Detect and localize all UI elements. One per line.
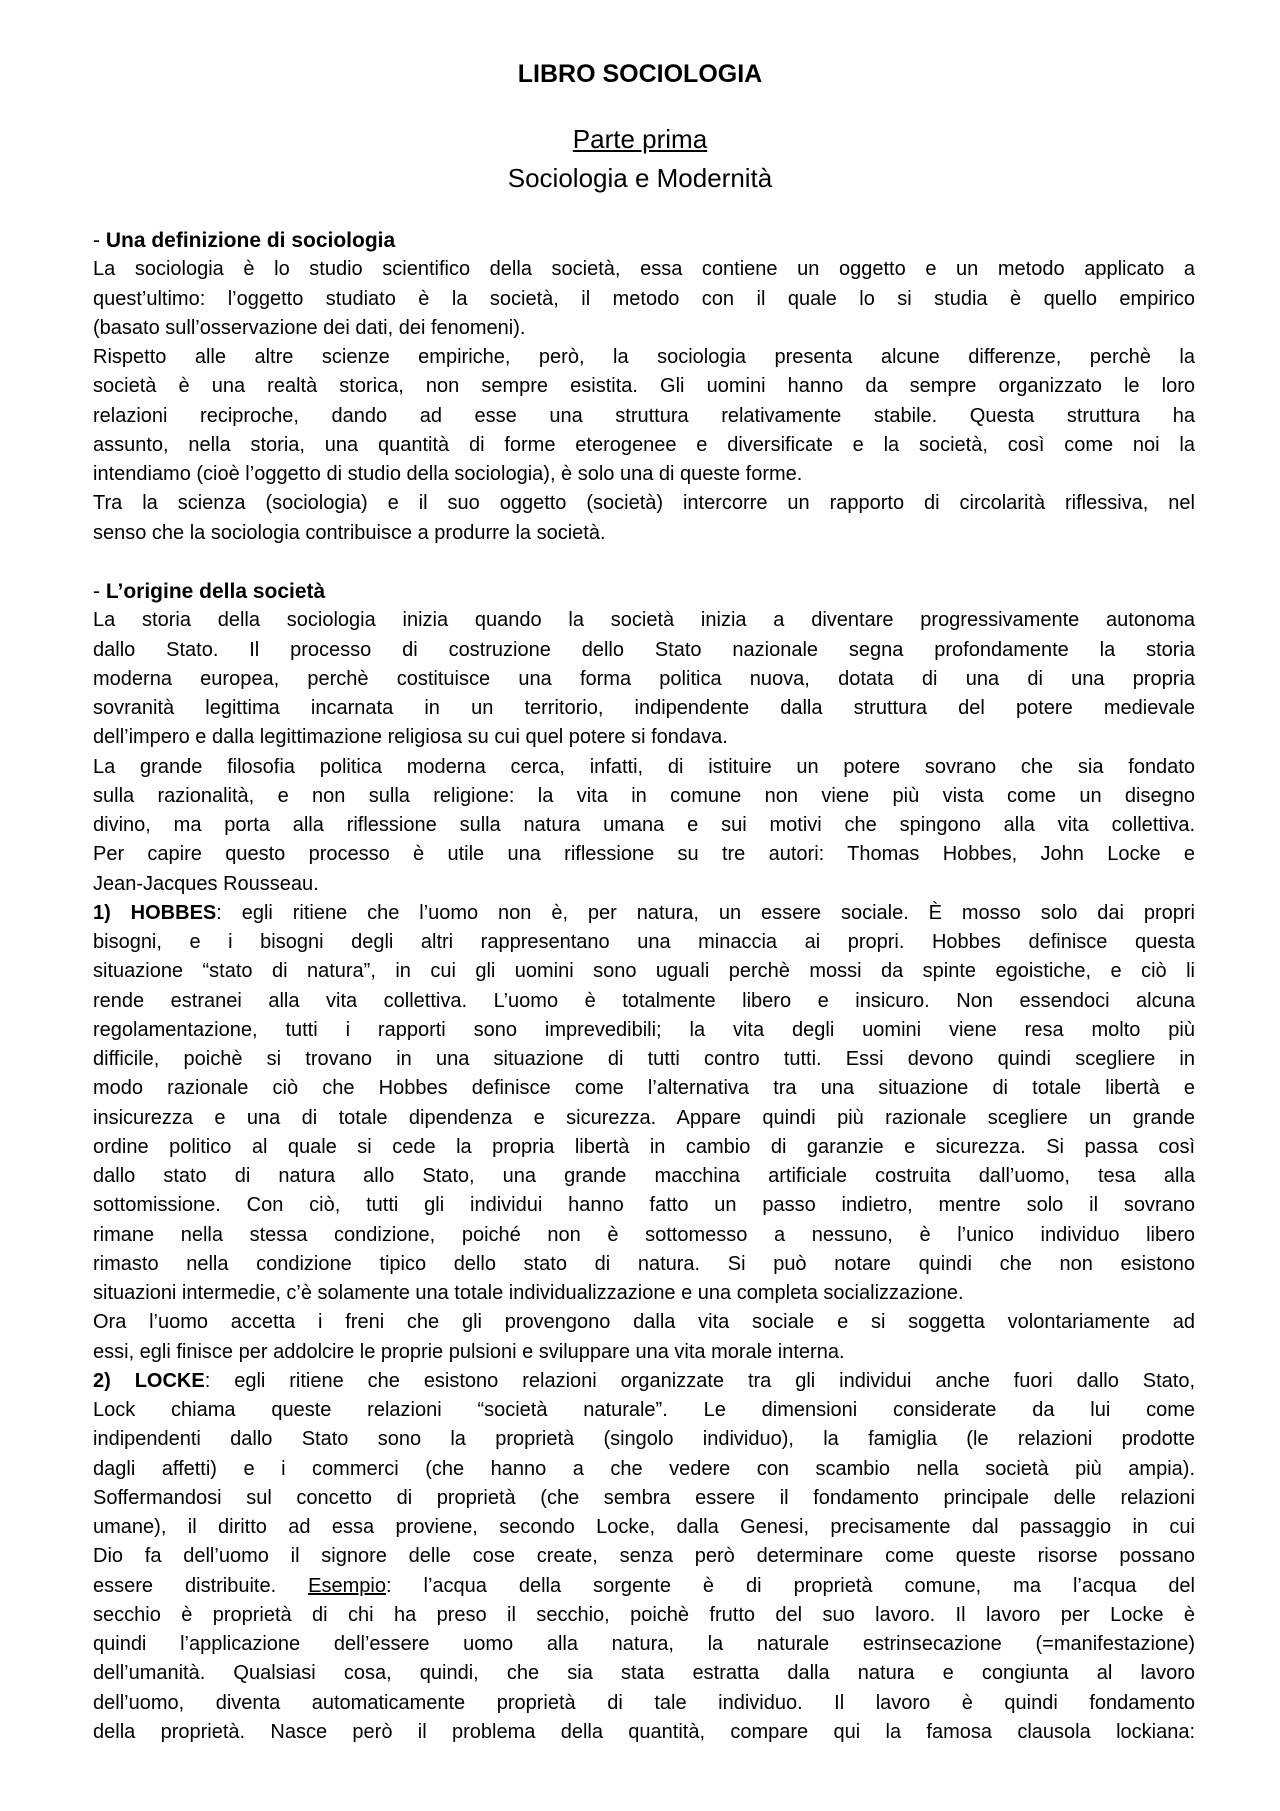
text-fragment: rimasto nella condizione tipico dello stato di natura. Si può notare quindi che non esistono <box>93 1252 1195 1275</box>
text-line <box>93 811 1195 840</box>
text-fragment: rende estranei alla vita collettiva. L’uomo è totalmente libero e insicuro. Non essendoci alcuna <box>93 989 1195 1012</box>
text-line <box>93 1308 1195 1337</box>
part-title: Parte prima <box>572 124 708 154</box>
text-fragment: situazione “stato di natura”, in cui gli uomini sono uguali perchè mossi da spinte egoistiche, e ciò li <box>93 960 1195 983</box>
text-fragment: bisogni, e i bisogni degli altri rappresentano una minaccia ai propri. Hobbes definisce questa <box>93 931 1195 953</box>
text-fragment: assunto, nella storia, una quantità di forme eterogenee e diversificate e la società, così come noi la <box>93 433 1195 456</box>
text-fragment: rimane nella stessa condizione, poiché non è sottomesso a nessuno, è l’unico individuo libero <box>93 1223 1195 1246</box>
text-line <box>93 1659 1195 1688</box>
text-line <box>93 314 1195 343</box>
text-line <box>93 1045 1195 1074</box>
text-line <box>93 899 1195 928</box>
text-line <box>93 1572 1195 1601</box>
document-body <box>93 226 1195 1747</box>
text-fragment: dallo stato di natura allo Stato, una grande macchina artificiale costruita dall’uomo, tesa alla <box>93 1165 1195 1187</box>
text-fragment: regolamentazione, tutti i rapporti sono imprevedibili; la vita degli uomini viene resa molto più <box>93 1018 1195 1041</box>
section-heading-text: L’origine della società <box>105 580 326 603</box>
text-fragment: relazioni reciproche, dando ad esse una struttura relativamente stabile. Questa struttura ha <box>93 404 1195 427</box>
text-fragment: senso che la sociologia contribuisce a produrre la società. <box>93 521 606 544</box>
author-label: 1) HOBBES <box>93 901 217 924</box>
text-line <box>93 431 1195 460</box>
text-line <box>93 753 1195 782</box>
text-fragment: Tra la scienza (sociologia) e il suo oggetto (società) intercorre un rapporto di circolarità riflessiva, nel <box>93 492 1195 515</box>
text-fragment: Soffermandosi sul concetto di proprietà (che sembra essere il fondamento principale delle relazioni <box>93 1486 1195 1509</box>
text-fragment: divino, ma porta alla riflessione sulla natura umana e sui motivi che spingono alla vita collettiva. <box>93 814 1195 836</box>
text-line <box>93 1542 1195 1571</box>
text-fragment: La storia della sociologia inizia quando la società inizia a diventare progressivamente autonoma <box>93 609 1195 632</box>
text-line <box>93 606 1195 635</box>
text-line <box>93 1162 1195 1191</box>
text-line <box>93 372 1195 401</box>
text-line <box>93 1338 1195 1367</box>
text-line <box>93 1016 1195 1045</box>
text-fragment: : egli ritiene che l’uomo non è, per natura, un essere sociale. È mosso solo dai propri <box>216 901 1196 924</box>
text-line <box>93 285 1195 314</box>
section-heading <box>93 577 1195 606</box>
text-fragment: dagli affetti) e i commerci (che hanno a che vedere con scambio nella società più ampia). <box>93 1457 1195 1480</box>
text-fragment: quindi l’applicazione dell’essere uomo alla natura, la naturale estrinsecazione (=manifestazione) <box>93 1633 1195 1655</box>
text-line <box>93 665 1195 694</box>
text-fragment: moderna europea, perchè costituisce una forma politica nuova, dotata di una di una propria <box>93 667 1195 690</box>
text-fragment: secchio è proprietà di chi ha preso il secchio, poichè frutto del suo lavoro. Il lavoro per Locke è <box>93 1603 1195 1626</box>
text-line <box>93 1396 1195 1425</box>
part-subtitle: Sociologia e Modernità <box>507 163 773 193</box>
text-line <box>93 1221 1195 1250</box>
text-line <box>93 1191 1195 1220</box>
text-fragment: essere distribuite. <box>93 1574 309 1597</box>
text-line <box>93 402 1195 431</box>
section-dash: - <box>93 580 106 603</box>
text-fragment: : egli ritiene che esistono relazioni organizzate tra gli individui anche fuori dallo Stato, <box>204 1369 1196 1392</box>
text-line <box>93 1513 1195 1542</box>
text-line <box>93 1718 1195 1747</box>
text-line <box>93 840 1195 869</box>
text-fragment: società è una realtà storica, non sempre esistita. Gli uomini hanno da sempre organizzato le loro <box>93 375 1195 398</box>
blank-line <box>93 548 1195 577</box>
text-fragment: Lock chiama queste relazioni “società naturale”. Le dimensioni considerate da lui come <box>93 1399 1195 1421</box>
example-label: Esempio <box>308 1574 386 1597</box>
text-fragment: sulla razionalità, e non sulla religione: la vita in comune non viene più vista come un disegno <box>93 784 1195 807</box>
text-line <box>93 1133 1195 1162</box>
text-line <box>93 987 1195 1016</box>
document-title: LIBRO SOCIOLOGIA <box>517 60 763 88</box>
text-fragment: intendiamo (cioè l’oggetto di studio della sociologia), è solo una di queste forme. <box>93 463 803 485</box>
text-line <box>93 1455 1195 1484</box>
text-line <box>93 1601 1195 1630</box>
text-fragment: Per capire questo processo è utile una riflessione su tre autori: Thomas Hobbes, John Locke e <box>93 843 1195 866</box>
text-fragment: La grande filosofia politica moderna cerca, infatti, di istituire un potere sovrano che sia fondato <box>93 755 1195 778</box>
text-line <box>93 1250 1195 1279</box>
text-line <box>93 694 1195 723</box>
text-fragment: Jean-Jacques Rousseau. <box>93 872 319 895</box>
text-line <box>93 1630 1195 1659</box>
text-fragment: dallo Stato. Il processo di costruzione dello Stato nazionale segna profondamente la storia <box>93 638 1195 661</box>
text-line <box>93 723 1195 752</box>
text-line <box>93 519 1195 548</box>
text-line <box>93 460 1195 489</box>
text-fragment: La sociologia è lo studio scientifico della società, essa contiene un oggetto e un metodo applicato a <box>93 258 1195 281</box>
text-line <box>93 1689 1195 1718</box>
text-line <box>93 1104 1195 1133</box>
text-fragment: Ora l’uomo accetta i freni che gli provengono dalla vita sociale e si soggetta volontariamente ad <box>93 1311 1195 1334</box>
text-line <box>93 636 1195 665</box>
text-fragment: ordine politico al quale si cede la propria libertà in cambio di garanzie e sicurezza. Si passa così <box>93 1135 1195 1158</box>
text-fragment: (basato sull’osservazione dei dati, dei fenomeni). <box>93 316 526 339</box>
text-line <box>93 928 1195 957</box>
section-heading-text: Una definizione di sociologia <box>105 229 396 252</box>
text-fragment: insicurezza e una di totale dipendenza e sicurezza. Appare quindi più razionale scegliere un grande <box>93 1106 1195 1129</box>
text-fragment: modo razionale ciò che Hobbes definisce come l’alternativa tra una situazione di totale libertà e <box>93 1077 1195 1100</box>
text-fragment: della proprietà. Nasce però il problema della quantità, compare qui la famosa clausola lockiana: <box>93 1720 1195 1743</box>
text-fragment: situazioni intermedie, c’è solamente una totale individualizzazione e una completa socializzazione. <box>93 1282 964 1304</box>
text-line <box>93 1279 1195 1308</box>
text-line <box>93 255 1195 284</box>
section-heading <box>93 226 1195 255</box>
text-fragment: quest’ultimo: l’oggetto studiato è la società, il metodo con il quale lo si studia è quello empirico <box>93 287 1195 310</box>
text-line <box>93 343 1195 372</box>
text-line <box>93 1484 1195 1513</box>
text-fragment: Dio fa dell’uomo il signore delle cose create, senza però determinare come queste risorse possano <box>93 1545 1195 1568</box>
text-line <box>93 1367 1195 1396</box>
text-line <box>93 870 1195 899</box>
text-fragment: sovranità legittima incarnata in un territorio, indipendente dalla struttura del potere medievale <box>93 697 1195 719</box>
text-fragment: Rispetto alle altre scienze empiriche, però, la sociologia presenta alcune differenze, perchè la <box>93 346 1195 368</box>
text-fragment: dell’impero e dalla legittimazione religiosa su cui quel potere si fondava. <box>93 726 728 749</box>
text-fragment: umane), il diritto ad essa proviene, secondo Locke, dalla Genesi, precisamente dal passaggio in cui <box>93 1516 1195 1538</box>
text-line <box>93 957 1195 986</box>
text-fragment: difficile, poichè si trovano in una situazione di tutti contro tutti. Essi devono quindi scegliere in <box>93 1048 1195 1070</box>
text-line <box>93 489 1195 518</box>
section-dash: - <box>93 229 106 252</box>
text-fragment: essi, egli finisce per addolcire le proprie pulsioni e sviluppare una vita morale interna. <box>93 1340 845 1363</box>
text-fragment: dell’umanità. Qualsiasi cosa, quindi, che sia stata estratta dalla natura e congiunta al lavoro <box>93 1662 1195 1685</box>
text-fragment: indipendenti dallo Stato sono la proprietà (singolo individuo), la famiglia (le relazioni prodotte <box>93 1428 1195 1451</box>
text-fragment: : l’acqua della sorgente è di proprietà comune, ma l’acqua del <box>385 1574 1196 1597</box>
author-label: 2) LOCKE <box>93 1369 205 1392</box>
text-fragment: dell’uomo, diventa automaticamente proprietà di tale individuo. Il lavoro è quindi fondamento <box>93 1691 1195 1714</box>
text-fragment: sottomissione. Con ciò, tutti gli individui hanno fatto un passo indietro, mentre solo il sovrano <box>93 1194 1195 1217</box>
text-line <box>93 1074 1195 1103</box>
text-line <box>93 1425 1195 1454</box>
text-line <box>93 782 1195 811</box>
